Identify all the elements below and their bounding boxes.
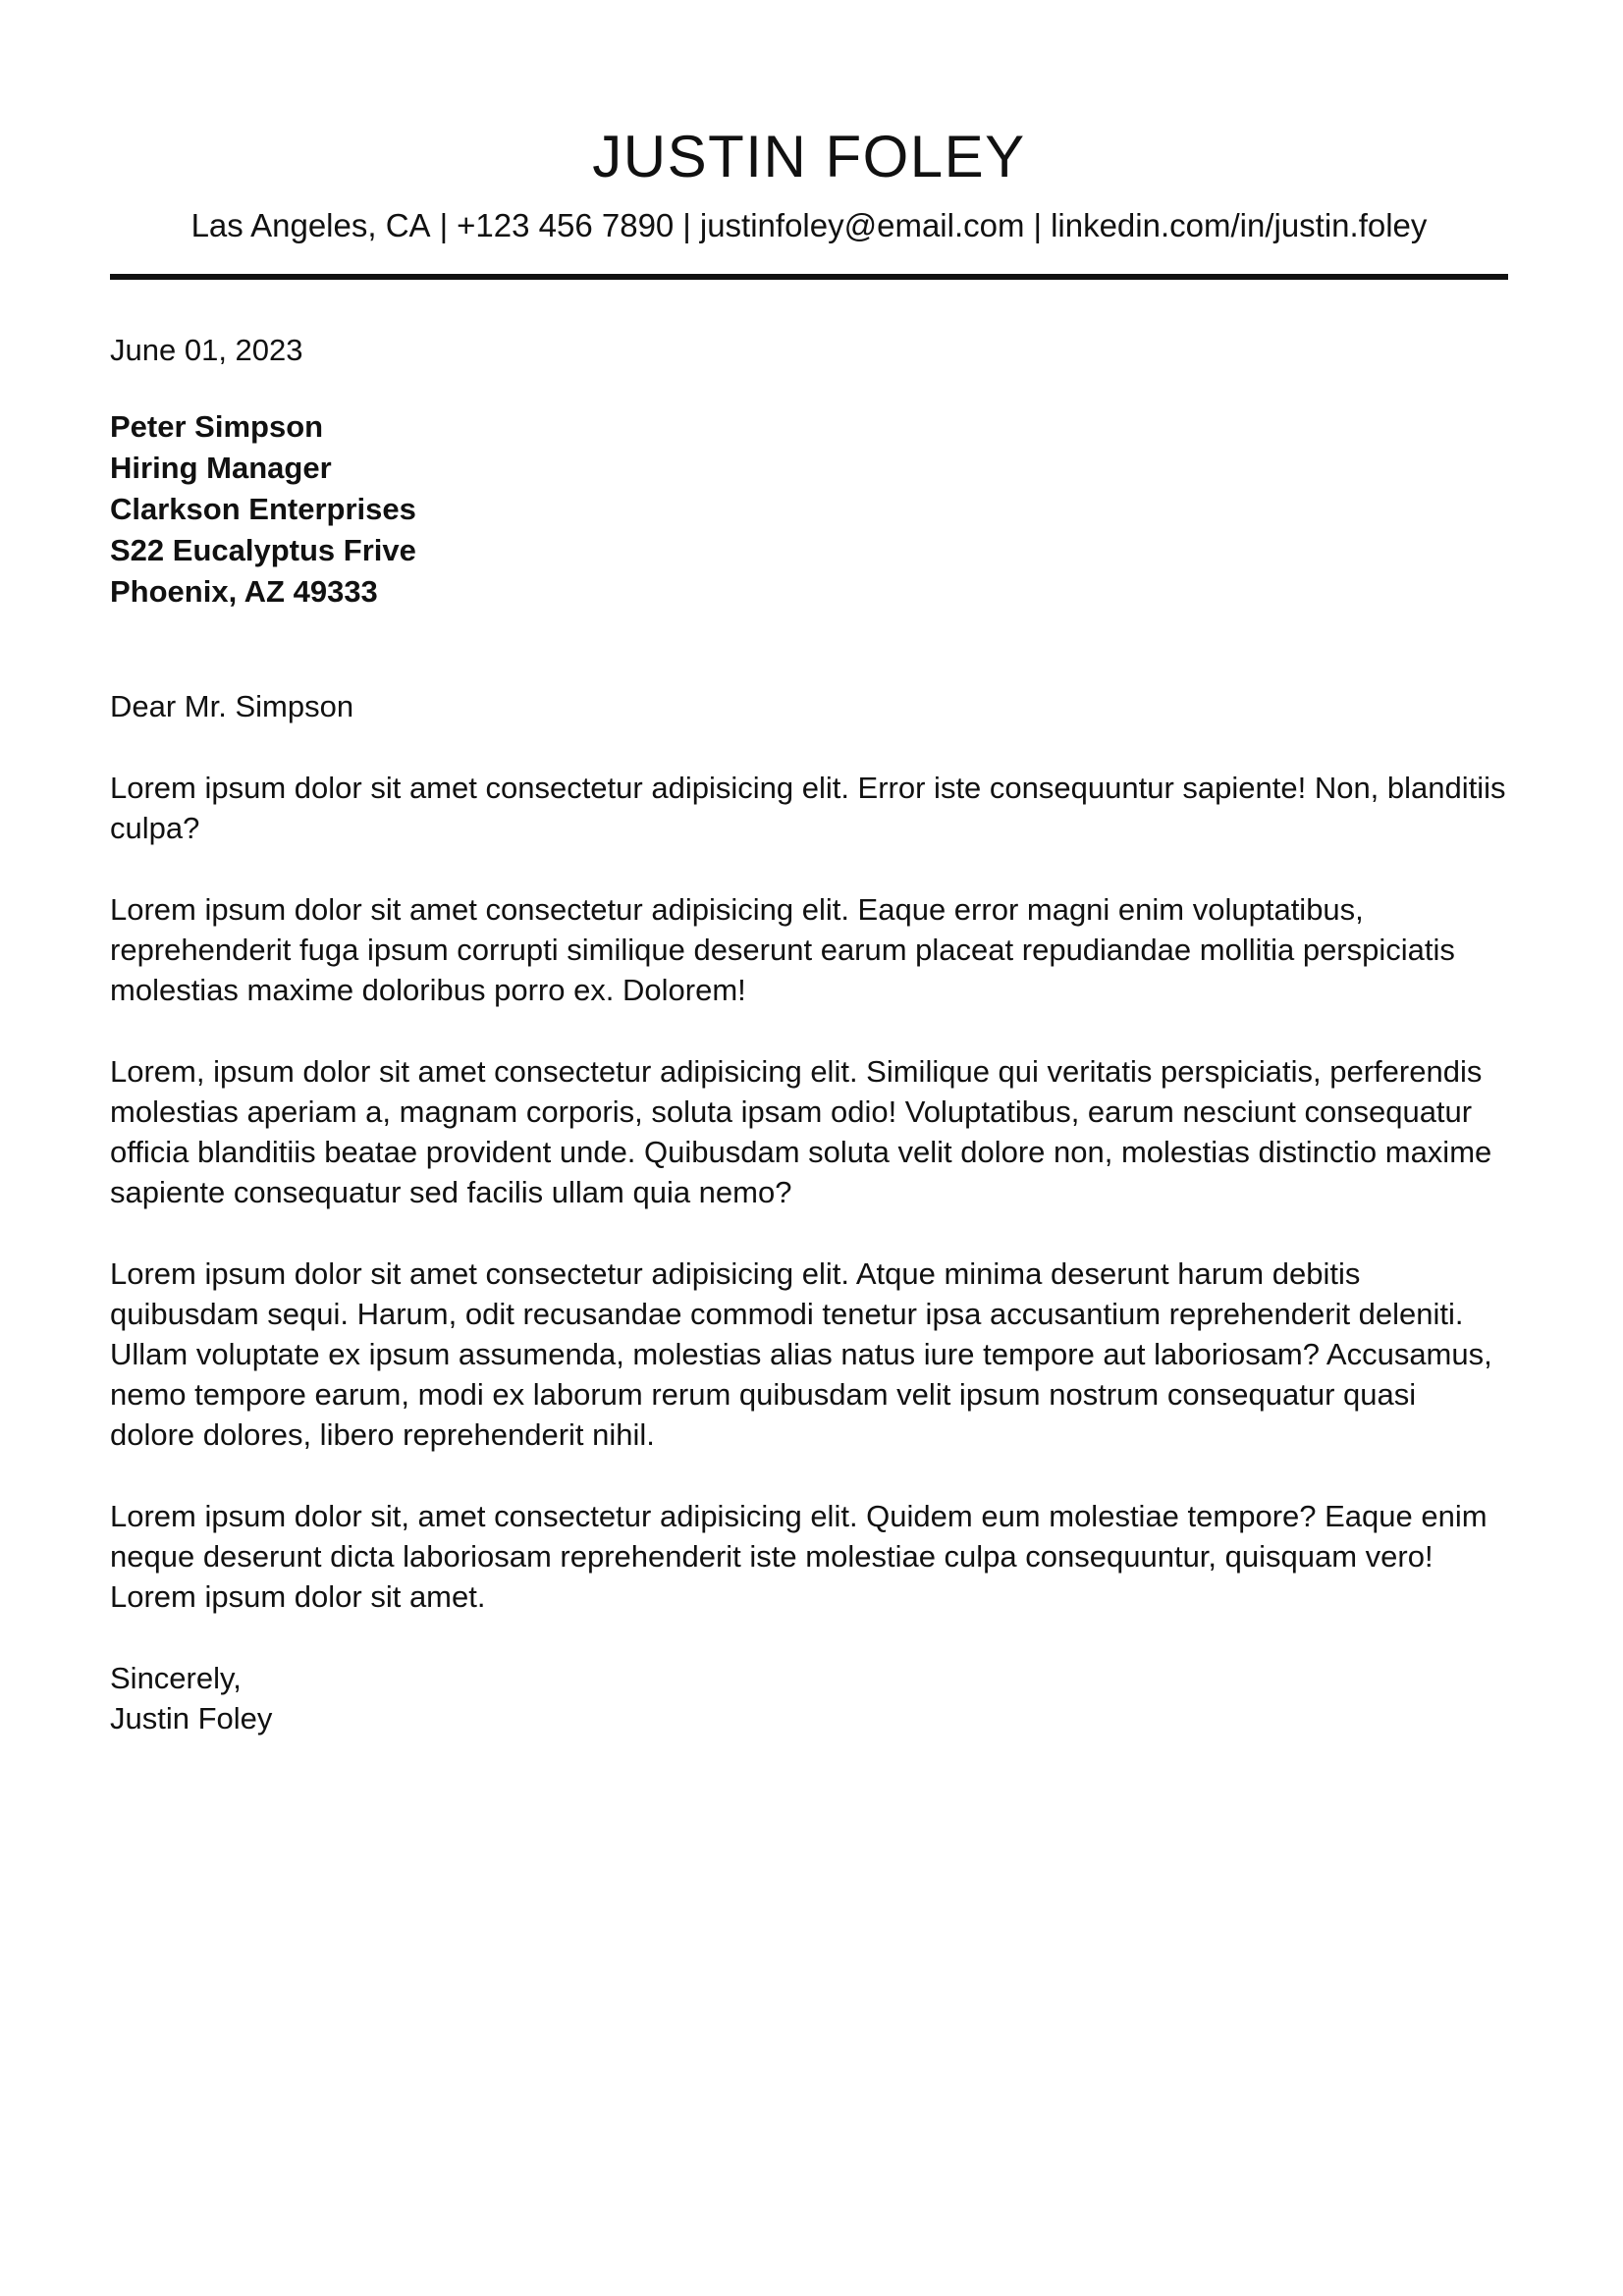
recipient-name: Peter Simpson [110,409,324,444]
contact-email: justinfoley@email.com [699,207,1025,243]
recipient-job-title: Hiring Manager [110,451,332,485]
signature-name: Justin Foley [110,1701,273,1735]
body-paragraph-4: Lorem ipsum dolor sit amet consectetur adipisicing elit. Atque minima deserunt harum debitis quibusdam sequi. Harum, odit recusandae commodi tenetur ipsa accusantium reprehenderit deleniti. Ullam voluptate ex ipsum assumenda, molestias alias natus iure tempore aut laboriosam? Accusamus, nemo tempore earum, modi ex laborum rerum quibusdam velit ipsum nostrum consequatur quasi dolore dolores, libero reprehenderit nihil. [110,1256,1492,1452]
contact-phone: +123 456 7890 [457,207,675,243]
body-paragraph-1: Lorem ipsum dolor sit amet consectetur adipisicing elit. Error iste consequuntur sapiente! Non, blanditiis culpa? [110,771,1506,845]
contact-linkedin: linkedin.com/in/justin.foley [1051,207,1428,243]
closing-block [110,1658,1508,1738]
letter-header [110,124,1508,280]
header-divider [110,274,1508,280]
contact-info-line [110,206,1508,245]
contact-separator: | [1033,207,1043,243]
letter-body [110,330,1508,1738]
recipient-block [110,406,1508,613]
contact-location: Las Angeles, CA [190,207,431,243]
letter-date: June 01, 2023 [110,333,303,367]
body-paragraph-2: Lorem ipsum dolor sit amet consectetur adipisicing elit. Eaque error magni enim voluptatibus, reprehenderit fuga ipsum corrupti similique deserunt earum placeat repudiandae mollitia perspiciatis molestias maxime doloribus porro ex. Dolorem! [110,892,1455,1007]
body-paragraph-5: Lorem ipsum dolor sit, amet consectetur adipisicing elit. Quidem eum molestiae tempore? Eaque enim neque deserunt dicta laboriosam reprehenderit iste molestiae culpa consequuntur, quisquam vero! Lorem ipsum dolor sit amet. [110,1499,1488,1614]
salutation: Dear Mr. Simpson [110,689,354,723]
contact-separator: | [682,207,691,243]
closing-phrase: Sincerely, [110,1661,242,1695]
body-paragraph-3: Lorem, ipsum dolor sit amet consectetur adipisicing elit. Similique qui veritatis perspiciatis, perferendis molestias aperiam a, magnam corporis, soluta ipsam odio! Voluptatibus, earum nesciunt consequatur officia blanditiis beatae provident unde. Quibusdam soluta velit dolore non, molestias distinctio maxime sapiente consequatur sed facilis ullam quia nemo? [110,1054,1492,1209]
recipient-street-address: S22 Eucalyptus Frive [110,533,416,567]
recipient-city-state-zip: Phoenix, AZ 49333 [110,574,378,609]
recipient-company: Clarkson Enterprises [110,492,416,526]
page-title: JUSTIN FOLEY [592,124,1026,189]
contact-separator: | [439,207,449,243]
